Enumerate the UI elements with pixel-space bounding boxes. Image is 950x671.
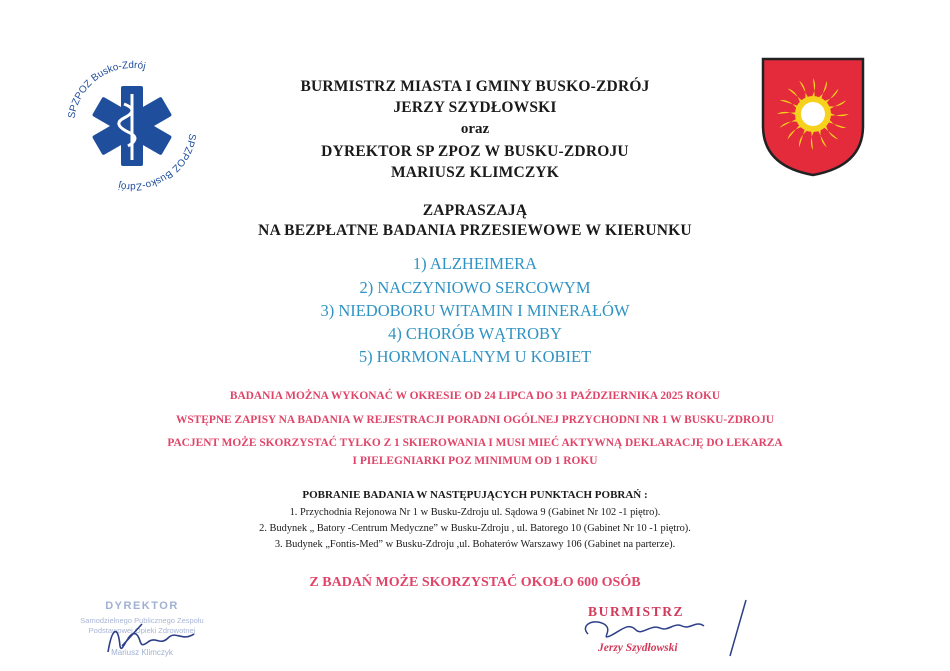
header-mayor-name: JERZY SZYDŁOWSKI (393, 99, 557, 116)
screening-item: 4) CHORÓB WĄTROBY (388, 324, 562, 343)
screening-item: 1) ALZHEIMERA (412, 254, 538, 273)
screening-item: 3) NIEDOBORU WITAMIN I MINERAŁÓW (320, 301, 630, 320)
director-stamp-title: DYREKTOR (105, 600, 179, 612)
notice-condition-cont: I PIELEGNIARKI POZ MINIMUM OD 1 ROKU (352, 455, 598, 467)
director-stamp-sub2: Podstawowej Opieki Zdrowotnej (88, 626, 196, 635)
screening-item: 5) HORMONALNYM U KOBIET (358, 347, 592, 366)
invite-subheading: NA BEZPŁATNE BADANIA PRZESIEWOWE W KIERUNKU (258, 222, 692, 239)
director-signature (102, 616, 212, 660)
header-director-name: MARIUSZ KLIMCZYK (390, 164, 560, 181)
director-stamp-name: Mariusz Klimczyk (111, 648, 173, 657)
collection-point: 3. Budynek „Fontis-Med” w Busku-Zdroju ,ul. Bohaterów Warszawy 106 (Gabinet na parterze). (274, 539, 676, 550)
notice-condition: PACJENT MOŻE SKORZYSTAĆ TYLKO Z 1 SKIEROWANIA I MUSI MIEĆ AKTYWNĄ DEKLARACJĘ DO LEKARZA (167, 437, 783, 449)
director-stamp-sub1: Samodzielnego Publicznego Zespołu (80, 616, 204, 625)
notice-period: BADANIA MOŻNA WYKONAĆ W OKRESIE OD 24 LIPCA DO 31 PAŹDZIERNIKA 2025 ROKU (229, 390, 721, 402)
header-director-title: DYREKTOR SP ZPOZ W BUSKU-ZDROJU (321, 143, 629, 160)
collection-heading: POBRANIE BADANIA W NASTĘPUJĄCYCH PUNKTACH POBRAŃ : (302, 489, 648, 501)
capacity-note: Z BADAŃ MOŻE SKORZYSTAĆ OKOŁO 600 OSÓB (309, 575, 641, 590)
header-and: oraz (460, 121, 490, 137)
notice-registration: WSTĘPNE ZAPISY NA BADANIA W REJESTRACJI PORADNI OGÓLNEJ PRZYCHODNI NR 1 W BUSKU-ZDROJU (175, 414, 775, 426)
header-mayor-title: BURMISTRZ MIASTA I GMINY BUSKO-ZDRÓJ (300, 78, 650, 95)
mayor-stamp-title: BURMISTRZ (588, 604, 685, 619)
collection-point: 1. Przychodnia Rejonowa Nr 1 w Busku-Zdroju ul. Sądowa 9 (Gabinet Nr 102 -1 piętro). (289, 507, 661, 518)
screening-item: 2) NACZYNIOWO SERCOWYM (359, 278, 591, 297)
invite-heading: ZAPRASZAJĄ (422, 202, 528, 219)
collection-point: 2. Budynek „ Batory -Centrum Medyczne” w Busku-Zdroju , ul. Batorego 10 (Gabinet Nr 10 -1 piętro). (259, 523, 691, 534)
mayor-stamp (560, 604, 760, 666)
logo-ring-text-2: SPZPOZ Busko-Zdrój (117, 132, 198, 193)
director-stamp (62, 600, 222, 662)
mayor-stamp-name: Jerzy Szydłowski (598, 642, 678, 654)
logo-ring-text: SPZPOZ Busko-Zdrój (66, 59, 147, 120)
mayor-signature (570, 596, 760, 658)
